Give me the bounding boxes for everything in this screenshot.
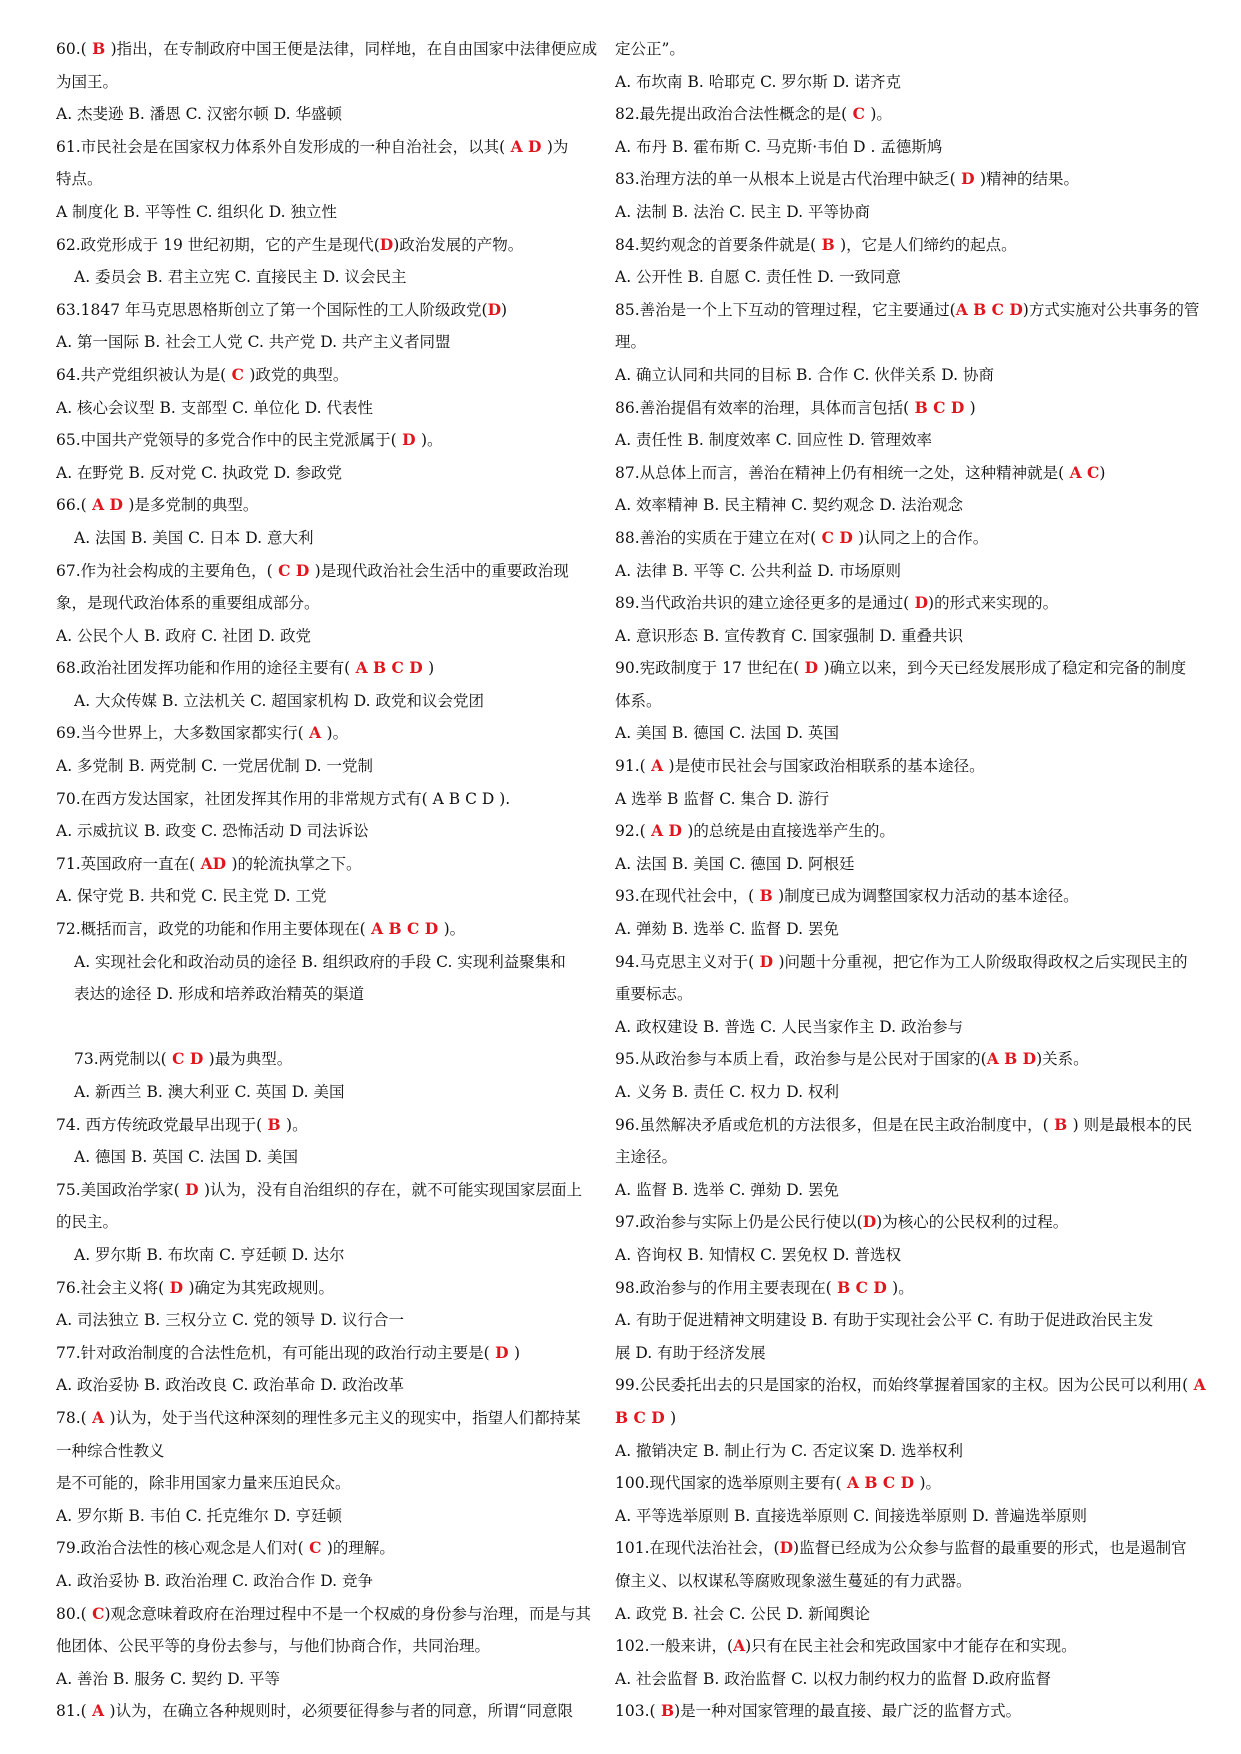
answer-mark: D — [164, 1277, 189, 1297]
answer-mark: D — [862, 1212, 877, 1232]
text-line — [56, 1043, 608, 1076]
question-text: 96.虽然解决矛盾或危机的方法很多，但是在民主政治制度中，( — [615, 1115, 1049, 1134]
text-line — [56, 1500, 608, 1533]
text-line — [615, 229, 1207, 262]
text-line — [56, 1337, 608, 1370]
answer-mark: B C D — [831, 1277, 893, 1297]
question-text: 77.针对政治制度的合法性危机，有可能出现的政治行动主要是( — [56, 1343, 490, 1362]
text-line — [56, 1663, 608, 1696]
question-text: 62.政党形成于 19 世纪初期，它的产生是现代( — [56, 235, 380, 254]
question-text: A. 义务 B. 责任 C. 权力 D. 权利 — [615, 1083, 839, 1101]
text-line — [615, 685, 1207, 718]
question-text: A. 政治妥协 B. 政治改良 C. 政治革命 D. 政治改革 — [56, 1376, 404, 1395]
answer-mark: D — [379, 234, 394, 254]
question-text: 87.从总体上而言，善治在精神上仍有相统一之处，这种精神就是( — [615, 463, 1065, 482]
text-line — [56, 1532, 608, 1565]
question-text: 体系。 — [615, 691, 662, 710]
question-text: 63.1847 年马克思恩格斯创立了第一个国际性的工人阶级政党( — [56, 300, 488, 319]
question-text: A. 第一国际 B. 社会工人党 C. 共产党 D. 共产主义者同盟 — [56, 333, 451, 352]
text-line — [56, 1109, 608, 1142]
text-line — [615, 457, 1207, 490]
question-text: )认为，处于当代这种深刻的理性多元主义的现实中，指望人们都持某 — [109, 1408, 581, 1427]
question-text: A. 罗尔斯 B. 韦伯 C. 托克维尔 D. 亨廷顿 — [56, 1506, 342, 1525]
answer-mark: D — [754, 951, 779, 971]
text-line — [56, 913, 608, 946]
right-column — [615, 33, 1207, 1728]
question-text: 僚主义、以权谋私等腐败现象滋生蔓延的有力武器。 — [615, 1571, 972, 1590]
text-line — [615, 66, 1207, 99]
text-line — [56, 783, 608, 816]
answer-mark: A B C D — [350, 658, 429, 678]
text-line — [56, 261, 608, 294]
question-text: 83.治理方法的单一从根本上说是古代治理中缺乏( — [615, 170, 956, 189]
question-text: 他团体、公民平等的身份去参与，与他们协商合作，共同治理。 — [56, 1637, 491, 1656]
question-text: )确立以来，到今天已经发展形成了稳定和完备的制度 — [823, 659, 1187, 678]
answer-mark: A B C D — [365, 919, 444, 939]
text-line — [56, 66, 608, 99]
question-text: A. 示威抗议 B. 政变 C. 恐怖活动 D 司法诉讼 — [56, 822, 369, 841]
question-text: ) — [670, 1408, 677, 1427]
question-text: A. 司法独立 B. 三权分立 C. 党的领导 D. 议行合一 — [56, 1311, 404, 1330]
answer-mark: C D — [816, 527, 859, 547]
text-line — [56, 1272, 608, 1305]
question-text: A. 公开性 B. 自愿 C. 责任性 D. 一致同意 — [615, 268, 901, 287]
question-text: 90.宪政制度于 17 世纪在( — [615, 659, 800, 678]
text-line — [615, 1369, 1207, 1402]
text-line — [615, 392, 1207, 425]
text-line — [615, 1011, 1207, 1044]
question-text: A. 撤销决定 B. 制止行为 C. 否定议案 D. 选举权利 — [615, 1441, 963, 1460]
question-text: )的总统是由直接选举产生的。 — [687, 822, 895, 841]
answer-mark: A — [303, 723, 327, 743]
text-line — [56, 652, 608, 685]
question-text: 98.政治参与的作用主要表现在( — [615, 1278, 832, 1297]
question-text: A. 政权建设 B. 普选 C. 人民当家作主 D. 政治参与 — [615, 1017, 963, 1036]
text-line — [615, 880, 1207, 913]
question-text: )。 — [892, 1278, 914, 1297]
question-text: )的轮流执掌之下。 — [231, 854, 362, 873]
question-text: 展 D. 有助于经济发展 — [615, 1343, 766, 1362]
question-text: 定公正”。 — [615, 40, 685, 58]
text-line — [56, 522, 608, 555]
answer-mark: B C D — [615, 1407, 671, 1427]
question-text: A. 委员会 B. 君主立宪 C. 直接民主 D. 议会民主 — [74, 268, 407, 287]
question-text: 理。 — [615, 333, 647, 352]
question-text: 94.马克思主义对于( — [615, 952, 755, 971]
question-text: 61.市民社会是在国家权力体系外自发形成的一种自治社会，以其( — [56, 137, 506, 156]
question-text: A. 效率精神 B. 民主精神 C. 契约观念 D. 法治观念 — [615, 496, 963, 515]
text-line — [56, 1076, 608, 1109]
question-text: 72.概括而言，政党的功能和作用主要体现在( — [56, 920, 366, 939]
text-line — [56, 1174, 608, 1207]
question-text: 75.美国政治学家( — [56, 1180, 180, 1199]
text-line — [615, 131, 1207, 164]
text-line — [56, 1467, 608, 1500]
question-text: A. 有助于促进精神文明建设 B. 有助于实现社会公平 C. 有助于促进政治民主发 — [615, 1311, 1154, 1330]
text-line — [615, 1598, 1207, 1631]
question-text: 65.中国共产党领导的多党合作中的民主党派属于( — [56, 431, 397, 450]
question-text: A. 实现社会化和政治动员的途径 B. 组织政府的手段 C. 实现利益聚集和 — [74, 952, 566, 971]
answer-mark: D — [955, 169, 980, 189]
question-text: )政党的典型。 — [249, 365, 349, 384]
question-text: 92.( — [615, 822, 646, 841]
text-line — [615, 1141, 1207, 1174]
question-text: A. 布坎南 B. 哈耶克 C. 罗尔斯 D. 诺齐克 — [615, 72, 901, 91]
text-line — [56, 1141, 608, 1174]
question-text: )方式实施对公共事务的管 — [1022, 300, 1200, 319]
question-text: )认同之上的合作。 — [858, 528, 989, 547]
question-text: A. 法制 B. 法治 C. 民主 D. 平等协商 — [615, 202, 870, 221]
question-text: A. 布丹 B. 霍布斯 C. 马克斯·韦伯 D . 孟德斯鸠 — [615, 137, 943, 156]
text-line — [56, 717, 608, 750]
question-text: )的形式来实现的。 — [928, 594, 1059, 613]
answer-mark: B — [754, 886, 779, 906]
text-line — [615, 1630, 1207, 1663]
text-line — [56, 163, 608, 196]
question-text: 86.善治提倡有效率的治理，具体而言包括( — [615, 398, 910, 417]
question-text: 70.在西方发达国家，社团发挥其作用的非常规方式有( A B C D ). — [56, 789, 511, 808]
question-text: )认为，没有自治组织的存在，就不可能实现国家层面上 — [203, 1180, 582, 1199]
question-text: A. 咨询权 B. 知情权 C. 罢免权 D. 普选权 — [615, 1245, 901, 1264]
text-line — [615, 522, 1207, 555]
text-line — [56, 1206, 608, 1239]
answer-mark: D — [487, 299, 502, 319]
question-text: A 制度化 B. 平等性 C. 组织化 D. 独立性 — [56, 202, 338, 221]
question-text: 表达的途径 D. 形成和培养政治精英的渠道 — [74, 985, 365, 1004]
question-text: A. 保守党 B. 共和党 C. 民主党 D. 工党 — [56, 887, 327, 906]
text-line — [615, 1532, 1207, 1565]
text-line — [615, 978, 1207, 1011]
text-line — [56, 457, 608, 490]
text-line — [56, 1239, 608, 1272]
text-line — [615, 1663, 1207, 1696]
question-text: 73.两党制以( — [74, 1050, 167, 1069]
question-text: A. 德国 B. 英国 C. 法国 D. 美国 — [74, 1148, 298, 1167]
answer-mark: D — [489, 1342, 514, 1362]
question-text: A. 核心会议型 B. 支部型 C. 单位化 D. 代表性 — [56, 398, 373, 417]
question-text: A. 美国 B. 德国 C. 法国 D. 英国 — [615, 724, 839, 743]
answer-mark: D — [779, 1538, 794, 1558]
question-text: 74. 西方传统政党最早出现于( — [56, 1115, 263, 1134]
question-text: )为 — [546, 137, 569, 156]
question-text: A. 社会监督 B. 政治监督 C. 以权力制约权力的监督 D.政府监督 — [615, 1669, 1052, 1688]
text-line — [615, 1239, 1207, 1272]
answer-mark: C — [226, 364, 250, 384]
text-line — [615, 1565, 1207, 1598]
text-line — [615, 1500, 1207, 1533]
text-line — [56, 33, 608, 66]
answer-mark: C D — [272, 560, 315, 580]
question-text: 88.善治的实质在于建立在对( — [615, 528, 817, 547]
answer-mark: B — [262, 1114, 287, 1134]
question-text: 100.现代国家的选举原则主要有( — [615, 1474, 842, 1493]
question-text: 64.共产党组织被认为是( — [56, 365, 227, 384]
text-line — [615, 261, 1207, 294]
text-line — [615, 196, 1207, 229]
text-line — [615, 98, 1207, 131]
text-line — [615, 913, 1207, 946]
question-text: A. 责任性 B. 制度效率 C. 回应性 D. 管理效率 — [615, 431, 932, 450]
text-line — [56, 815, 608, 848]
text-line — [615, 424, 1207, 457]
answer-mark: A D — [505, 136, 547, 156]
question-text: ) — [1099, 463, 1106, 482]
question-text: A. 意识形态 B. 宣传教育 C. 国家强制 D. 重叠共识 — [615, 626, 963, 645]
text-line — [56, 131, 608, 164]
text-line — [56, 1598, 608, 1631]
question-text: A. 政治妥协 B. 政治治理 C. 政治合作 D. 竞争 — [56, 1571, 373, 1590]
question-text: A. 确立认同和共同的目标 B. 合作 C. 伙伴关系 D. 协商 — [615, 365, 994, 384]
answer-mark: D — [799, 658, 824, 678]
question-text: A. 弹劾 B. 选举 C. 监督 D. 罢免 — [615, 920, 839, 939]
text-line — [615, 1337, 1207, 1370]
text-line — [615, 1174, 1207, 1207]
question-text: 特点。 — [56, 170, 103, 189]
question-text: 93.在现代社会中，( — [615, 887, 755, 906]
text-line — [615, 946, 1207, 979]
text-line — [615, 33, 1207, 66]
text-line — [615, 1272, 1207, 1305]
answer-mark: A C — [1064, 462, 1100, 482]
question-text: A. 多党制 B. 两党制 C. 一党居优制 D. 一党制 — [56, 757, 373, 776]
question-text: )为核心的公民权利的过程。 — [876, 1213, 1069, 1232]
question-text: )监督已经成为公众参与监督的最重要的形式，也是遏制官 — [793, 1539, 1187, 1558]
text-line — [615, 815, 1207, 848]
text-line — [615, 1304, 1207, 1337]
text-line — [56, 1695, 608, 1728]
question-text: )是现代政治社会生活中的重要政治现 — [314, 561, 569, 580]
question-text: A. 政党 B. 社会 C. 公民 D. 新闻舆论 — [615, 1604, 870, 1623]
question-text: 67.作为社会构成的主要角色，( — [56, 561, 273, 580]
text-line — [56, 1630, 608, 1663]
question-text: )认为，在确立各种规则时，必须要征得参与者的同意，所谓“同意限 — [109, 1702, 574, 1721]
question-text: ) — [513, 1343, 520, 1362]
question-text: )的理解。 — [326, 1539, 395, 1558]
text-line — [615, 163, 1207, 196]
question-text: )。 — [286, 1115, 308, 1134]
question-text: A. 监督 B. 选举 C. 弹劾 D. 罢免 — [615, 1180, 839, 1199]
question-text: )，它是人们缔约的起点。 — [840, 235, 1017, 254]
question-text: 85.善治是一个上下互动的管理过程，它主要通过( — [615, 300, 956, 319]
text-line — [56, 750, 608, 783]
question-text: A. 在野党 B. 反对党 C. 执政党 D. 参政党 — [56, 463, 342, 482]
question-text: )最为典型。 — [208, 1050, 293, 1069]
text-line — [56, 98, 608, 131]
question-text: A. 平等选举原则 B. 直接选举原则 C. 间接选举原则 D. 普遍选举原则 — [615, 1506, 1087, 1525]
text-line — [56, 587, 608, 620]
question-text: 60.( — [56, 40, 87, 58]
text-line — [615, 717, 1207, 750]
text-line — [615, 359, 1207, 392]
answer-mark: A — [733, 1636, 746, 1656]
answer-mark: C — [86, 1603, 105, 1623]
text-line — [615, 1206, 1207, 1239]
question-text: )。 — [420, 431, 443, 450]
question-text: 103.( — [615, 1702, 656, 1721]
question-text: 99.公民委托出去的只是国家的治权，而始终掌握着国家的主权。因为公民可以利用( — [615, 1376, 1189, 1395]
text-line — [615, 750, 1207, 783]
text-line — [615, 1402, 1207, 1435]
question-text: A. 大众传媒 B. 立法机关 C. 超国家机构 D. 政党和议会党团 — [74, 691, 484, 710]
text-line — [615, 1109, 1207, 1142]
text-line — [56, 424, 608, 457]
text-line — [56, 359, 608, 392]
text-line — [56, 392, 608, 425]
answer-mark: A B D — [986, 1049, 1037, 1069]
text-line — [56, 1402, 608, 1435]
answer-mark: B C D — [909, 397, 970, 417]
question-text: ) — [969, 398, 976, 417]
text-line — [56, 685, 608, 718]
answer-mark: C — [303, 1538, 327, 1558]
text-line — [56, 848, 608, 881]
answer-mark: C D — [166, 1049, 209, 1069]
question-text: 是不可能的，除非用国家力量来压迫民众。 — [56, 1474, 351, 1493]
left-column — [56, 33, 608, 1728]
text-line — [615, 848, 1207, 881]
question-text: 80.( — [56, 1604, 87, 1623]
answer-mark: A B C D — [955, 299, 1023, 319]
answer-mark: A — [1188, 1375, 1206, 1395]
question-text: A. 新西兰 B. 澳大利亚 C. 英国 D. 美国 — [74, 1083, 345, 1101]
question-text: ) 则是最根本的民 — [1072, 1115, 1193, 1134]
question-text: )。 — [919, 1474, 942, 1493]
question-text: 82.最先提出政治合法性概念的是( — [615, 105, 848, 124]
question-text: 81.( — [56, 1702, 87, 1721]
question-text: )确定为其宪政规则。 — [188, 1278, 334, 1297]
text-line — [615, 652, 1207, 685]
question-text: 的民主。 — [56, 1213, 119, 1232]
question-text: )只有在民主社会和宪政国家中才能存在和实现。 — [745, 1637, 1077, 1656]
text-line — [615, 1076, 1207, 1109]
question-text: )精神的结果。 — [979, 170, 1079, 189]
text-line — [56, 229, 608, 262]
answer-mark: B — [86, 39, 111, 58]
text-line — [56, 294, 608, 327]
question-text: )关系。 — [1036, 1050, 1089, 1069]
question-text: )政治发展的产物。 — [393, 235, 524, 254]
question-text: )问题十分重视，把它作为工人阶级取得政权之后实现民主的 — [778, 952, 1188, 971]
question-text: 78.( — [56, 1408, 87, 1427]
answer-mark: A D — [645, 821, 688, 841]
text-line — [56, 1011, 608, 1044]
text-line — [56, 1304, 608, 1337]
question-text: 101.在现代法治社会，( — [615, 1539, 780, 1558]
text-line — [615, 489, 1207, 522]
question-text: )是多党制的典型。 — [128, 496, 259, 515]
question-text: A. 法国 B. 美国 C. 日本 D. 意大利 — [74, 528, 314, 547]
answer-mark: A B C D — [841, 1473, 920, 1493]
question-text: )制度已成为调整国家权力活动的基本途径。 — [778, 887, 1079, 906]
question-text: )。 — [326, 724, 349, 743]
text-line — [56, 196, 608, 229]
answer-mark: A — [86, 1407, 110, 1427]
answer-mark: AD — [195, 853, 232, 873]
answer-mark: B — [655, 1701, 675, 1721]
question-text: A. 法国 B. 美国 C. 德国 D. 阿根廷 — [615, 854, 855, 873]
question-text: )是一种对国家管理的最直接、最广泛的监督方式。 — [674, 1702, 1022, 1721]
question-text: ) — [428, 659, 435, 678]
question-text: A. 杰斐逊 B. 潘恩 C. 汉密尔顿 D. 华盛顿 — [56, 105, 342, 124]
question-text: 一种综合性教义 — [56, 1441, 165, 1460]
question-text: ) — [501, 300, 508, 319]
text-line — [56, 555, 608, 588]
answer-mark: A — [645, 756, 669, 776]
question-text: 重要标志。 — [615, 985, 693, 1004]
question-text: 89.当代政治共识的建立途径更多的是通过( — [615, 594, 910, 613]
answer-mark: D — [909, 593, 929, 613]
text-line — [56, 326, 608, 359]
answer-mark: D — [396, 430, 421, 450]
question-text: )指出，在专制政府中国王便是法律，同样地，在自由国家中法律便应成 — [110, 40, 598, 58]
question-text: )。 — [870, 105, 892, 124]
answer-mark: B — [816, 234, 841, 254]
text-line — [56, 1435, 608, 1468]
text-line — [56, 978, 608, 1011]
text-line — [615, 1435, 1207, 1468]
text-line — [56, 880, 608, 913]
question-text: A. 公民个人 B. 政府 C. 社团 D. 政党 — [56, 626, 311, 645]
answer-mark: D — [179, 1179, 204, 1199]
question-text: 97.政治参与实际上仍是公民行使以( — [615, 1213, 863, 1232]
question-text: 102.一般来讲，( — [615, 1637, 734, 1656]
answer-mark: A D — [86, 495, 129, 515]
text-line — [56, 489, 608, 522]
text-line — [615, 555, 1207, 588]
question-text: 为国王。 — [56, 72, 119, 91]
question-text: A. 善治 B. 服务 C. 契约 D. 平等 — [56, 1669, 280, 1688]
question-text: 71.英国政府一直在( — [56, 854, 196, 873]
question-text: )是使市民社会与国家政治相联系的基本途径。 — [668, 757, 985, 776]
text-line — [615, 783, 1207, 816]
answer-mark: B — [1048, 1114, 1073, 1134]
text-line — [615, 1467, 1207, 1500]
question-text: 主途径。 — [615, 1148, 678, 1167]
text-line — [56, 1565, 608, 1598]
question-text: 68.政治社团发挥功能和作用的途径主要有( — [56, 659, 351, 678]
question-text: 象，是现代政治体系的重要组成部分。 — [56, 594, 320, 613]
question-text: 79.政治合法性的核心观念是人们对( — [56, 1539, 304, 1558]
answer-mark: A — [86, 1701, 110, 1721]
question-text: A. 罗尔斯 B. 布坎南 C. 亨廷顿 D. 达尔 — [74, 1245, 345, 1264]
text-line — [615, 294, 1207, 327]
question-text: 84.契约观念的首要条件就是( — [615, 235, 817, 254]
text-line — [56, 946, 608, 979]
question-text: )。 — [443, 920, 466, 939]
text-line — [615, 1043, 1207, 1076]
question-text: 95.从政治参与本质上看，政治参与是公民对于国家的( — [615, 1050, 987, 1069]
question-text: 69.当今世界上，大多数国家都实行( — [56, 724, 304, 743]
text-line — [615, 587, 1207, 620]
text-line — [615, 326, 1207, 359]
text-line — [615, 620, 1207, 653]
text-line — [615, 1695, 1207, 1728]
question-text: 76.社会主义将( — [56, 1278, 165, 1297]
question-text: 66.( — [56, 496, 87, 515]
answer-mark: C — [847, 104, 871, 124]
text-line — [56, 620, 608, 653]
question-text: 91.( — [615, 757, 646, 776]
text-line — [56, 1369, 608, 1402]
question-text: A. 法律 B. 平等 C. 公共利益 D. 市场原则 — [615, 561, 901, 580]
question-text: A 选举 B 监督 C. 集合 D. 游行 — [615, 789, 830, 808]
question-text: )观念意味着政府在治理过程中不是一个权威的身份参与治理，而是与其 — [104, 1604, 591, 1623]
